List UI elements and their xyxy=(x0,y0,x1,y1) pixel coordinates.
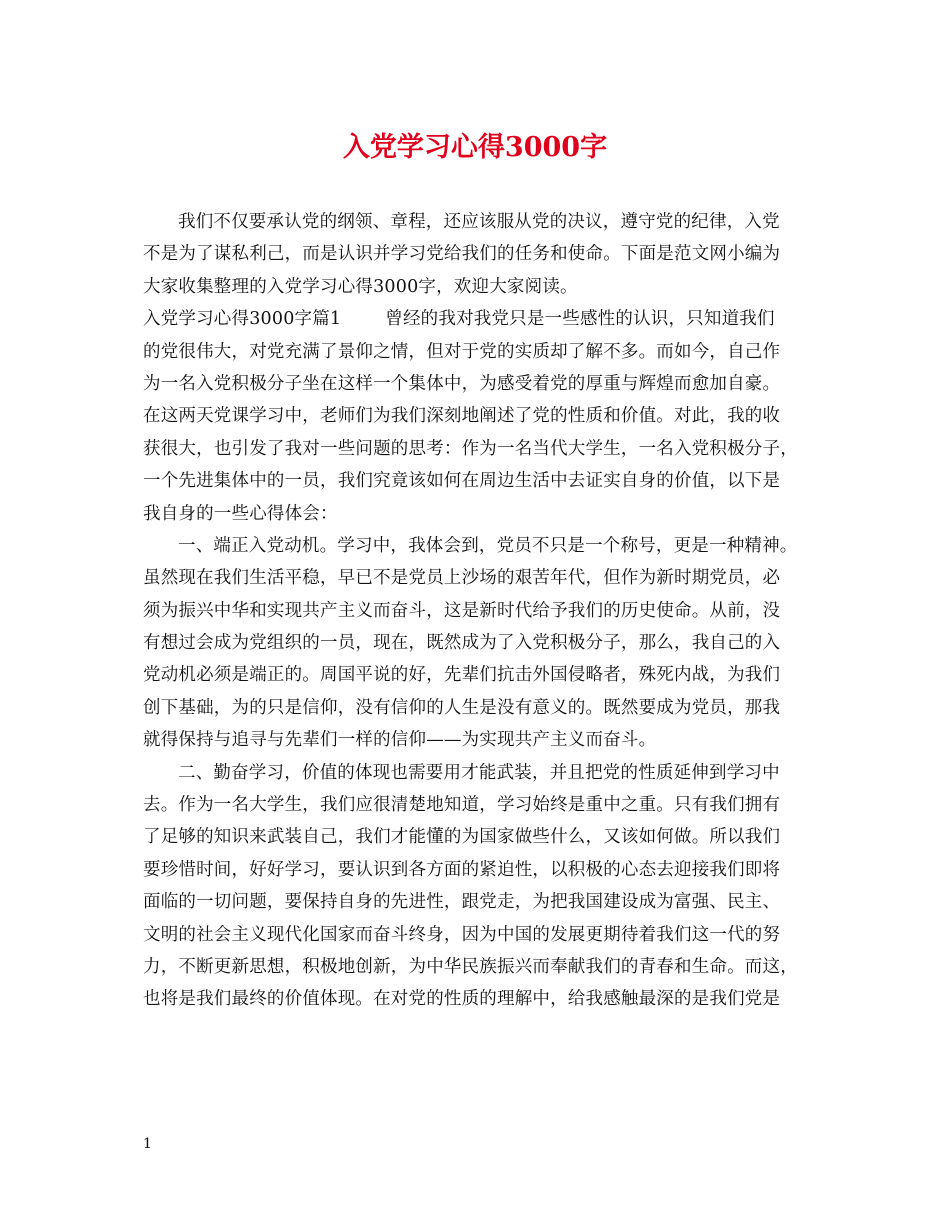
text-line: 二、勤奋学习，价值的体现也需要用才能武装，并且把党的性质延伸到学习中 xyxy=(178,762,780,783)
text-line: 在这两天党课学习中，老师们为我们深刻地阐述了党的性质和价值。对此，我的收 xyxy=(143,406,781,427)
text-line: 我自身的一些心得体会： xyxy=(143,503,338,524)
text-line: 去。作为一名大学生，我们应很清楚地知道，学习始终是重中之重。只有我们拥有 xyxy=(143,795,781,816)
text-line: 要珍惜时间，好好学习，要认识到各方面的紧迫性，以积极的心态去迎接我们即将 xyxy=(143,859,781,880)
text-line: 曾经的我对我党只是一些感性的认识，只知道我们 xyxy=(385,309,775,330)
text-line: 有想过会成为党组织的一员，现在，既然成为了入党积极分子，那么，我自己的入 xyxy=(143,633,781,654)
text-line: 党动机必须是端正的。周国平说的好，先辈们抗击外国侵略者，殊死内战，为我们 xyxy=(143,665,781,686)
text-line: 就得保持与追寻与先辈们一样的信仰——为实现共产主义而奋斗。 xyxy=(143,730,657,751)
text-line: 一、端正入党动机。学习中，我体会到，党员不只是一个称号，更是一种精神。 xyxy=(178,535,798,556)
text-line: 面临的一切问题，要保持自身的先进性，跟党走，为把我国建设成为富强、民主、 xyxy=(143,892,781,913)
section-heading: 入党学习心得3000字篇1 xyxy=(143,309,342,330)
text-line: 虽然现在我们生活平稳，早已不是党员上沙场的艰苦年代，但作为新时期党员，必 xyxy=(143,568,781,589)
text-line: 创下基础，为的只是信仰，没有信仰的人生是没有意义的。既然要成为党员，那我 xyxy=(143,697,781,718)
text-line: 获很大，也引发了我对一些问题的思考：作为一名当代大学生，一名入党积极分子， xyxy=(143,438,798,459)
text-line: 文明的社会主义现代化国家而奋斗终身，因为中国的发展更期待着我们这一代的努 xyxy=(143,924,781,945)
text-line: 须为振兴中华和实现共产主义而奋斗，这是新时代给予我们的历史使命。从前，没 xyxy=(143,600,781,621)
page-number: 1 xyxy=(143,1136,152,1152)
text-line: 力，不断更新思想，积极地创新，为中华民族振兴而奉献我们的青春和生命。而这， xyxy=(143,956,798,977)
section-heading-line xyxy=(143,303,833,335)
text-line: 了足够的知识来武装自己，我们才能懂的为国家做些什么，又该如何做。所以我们 xyxy=(143,827,781,848)
text-line: 我们不仅要承认党的纲领、章程，还应该服从党的决议，遵守党的纪律，入党 xyxy=(178,212,780,232)
text-line: 的党很伟大，对党充满了景仰之情，但对于党的实质却了解不多。而如今，自己作 xyxy=(143,341,781,362)
article-body xyxy=(143,206,833,1016)
text-line: 也将是我们最终的价值体现。在对党的性质的理解中，给我感触最深的是我们党是 xyxy=(143,989,781,1010)
page-title: 入党学习心得3000字 xyxy=(342,132,608,163)
text-line: 不是为了谋私利己，而是认识并学习党给我们的任务和使命。下面是范文网小编为 xyxy=(143,244,781,265)
text-line: 一个先进集体中的一员，我们究竟该如何在周边生活中去证实自身的价值，以下是 xyxy=(143,471,781,492)
text-line: 大家收集整理的入党学习心得3000字，欢迎大家阅读。 xyxy=(143,276,578,297)
text-line: 为一名入党积极分子坐在这样一个集体中，为感受着党的厚重与辉煌而愈加自豪。 xyxy=(143,373,781,394)
